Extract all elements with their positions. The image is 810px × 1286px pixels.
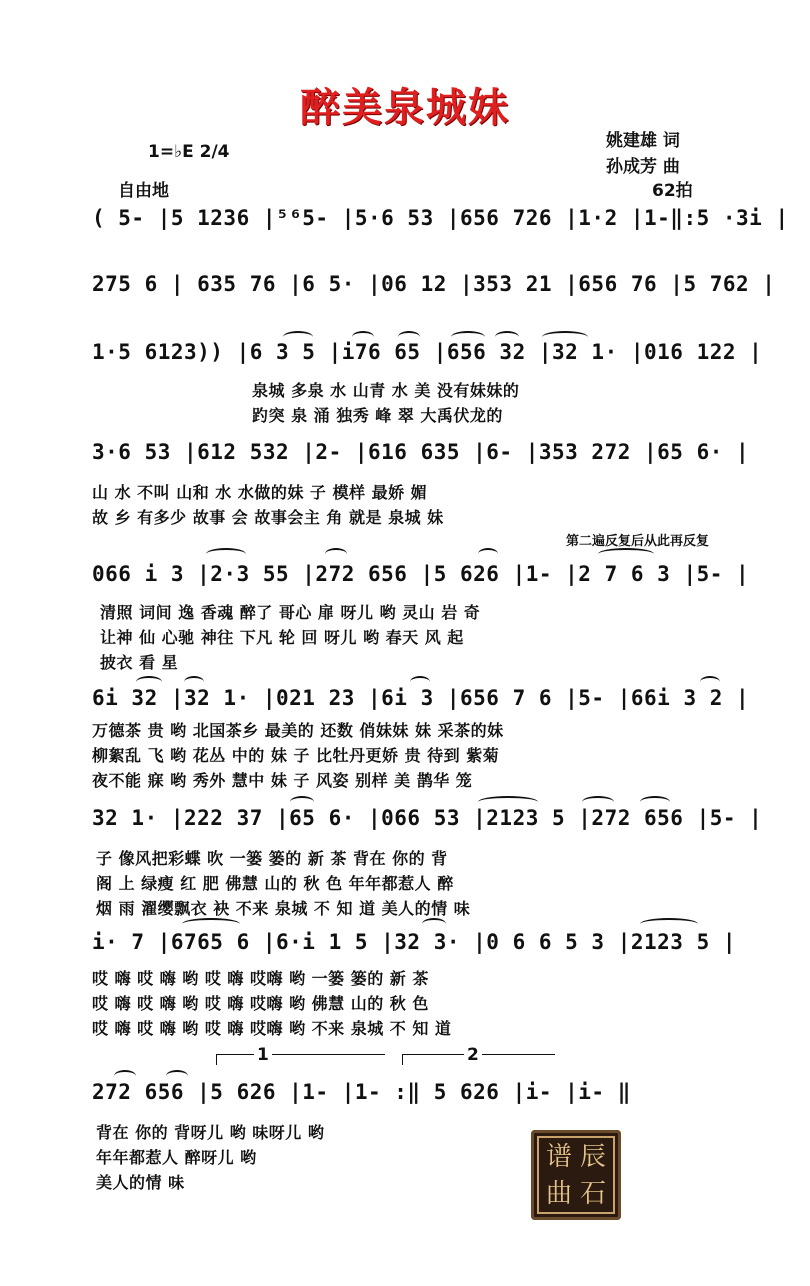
- lyric-line-6c: 夜不能 寐 哟 秀外 慧中 妹 子 风姿 别样 美 鹊华 笼: [92, 771, 473, 790]
- repeat-instruction: 第二遍反复后从此再反复: [566, 534, 710, 549]
- ending-2-label: 2: [464, 1045, 482, 1065]
- lyric-line-4a: 山 水 不叫 山和 水 水做的妹 子 模样 最娇 媚: [92, 483, 428, 502]
- lyric-line-7c: 烟 雨 濯缨飘衣 袂 不来 泉城 不 知 道 美人的情 味: [96, 899, 471, 918]
- lyricist-credit: 姚建雄 词: [606, 131, 680, 151]
- tempo-bpm: 62拍: [652, 181, 693, 201]
- tempo-marking: 自由地: [118, 181, 169, 201]
- score-line-2: 275 6 | 635 76 |6 5· |06 12 |353 21 |656 76 |5 762 |: [92, 272, 776, 296]
- lyric-line-8c: 哎 嗨 哎 嗨 哟 哎 嗨 哎嗨 哟 不来 泉城 不 知 道: [92, 1019, 452, 1038]
- score-line-6: 6i 32 |32 1· |021 23 |6i 3 |656 7 6 |5- |66i 3 2 |: [92, 686, 750, 710]
- lyric-line-3a: 泉城 多泉 水 山青 水 美 没有妹妹的: [252, 381, 520, 400]
- song-title: 醉美泉城妹: [300, 85, 510, 131]
- lyric-line-8a: 哎 嗨 哎 嗨 哟 哎 嗨 哎嗨 哟 一篓 篓的 新 茶: [92, 969, 429, 988]
- seal-char-3: 曲: [545, 1178, 572, 1209]
- lyric-line-5c: 披衣 看 星: [100, 653, 179, 672]
- lyric-line-8b: 哎 嗨 哎 嗨 哟 哎 嗨 哎嗨 哟 佛慧 山的 秋 色: [92, 994, 429, 1013]
- lyric-line-7a: 子 像风把彩蝶 吹 一篓 篓的 新 茶 背在 你的 背: [96, 849, 448, 868]
- score-line-5: 066 i 3 |2·3 55 |272 656 |5 626 |1- |2 7 6 3 |5- |: [92, 562, 750, 586]
- score-line-1: ( 5- |5 1236 |⁵⁶5- |5·6 53 |656 726 |1·2 |1-‖:5 ·3i |: [92, 206, 789, 230]
- composer-credit: 孙成芳 曲: [606, 157, 680, 177]
- score-line-7: 32 1· |222 37 |65 6· |066 53 |2123 5 |272 656 |5- |: [92, 806, 763, 830]
- lyric-line-6a: 万德茶 贵 哟 北国茶乡 最美的 还数 俏妹妹 妹 采茶的妹: [92, 721, 504, 740]
- seal-char-4: 石: [579, 1178, 606, 1209]
- lyric-line-9a: 背在 你的 背呀儿 哟 味呀儿 哟: [96, 1123, 325, 1142]
- key-signature: 1=♭E 2/4: [148, 142, 230, 162]
- seal-stamp: [531, 1130, 621, 1220]
- lyric-line-9c: 美人的情 味: [96, 1173, 185, 1192]
- lyric-line-9b: 年年都惹人 醉呀儿 哟: [96, 1148, 257, 1167]
- score-line-4: 3·6 53 |612 532 |2- |616 635 |6- |353 272 |65 6· |: [92, 440, 750, 464]
- score-line-8: i· 7 |6765 6 |6·i 1 5 |32 3· |0 6 6 5 3 |2123 5 |: [92, 930, 737, 954]
- lyric-line-5b: 让神 仙 心驰 神往 下凡 轮 回 呀儿 哟 春天 风 起: [100, 628, 464, 647]
- lyric-line-6b: 柳絮乱 飞 哟 花丛 中的 妹 子 比牡丹更娇 贵 待到 紫菊: [92, 746, 500, 765]
- lyric-line-7b: 阁 上 绿瘦 红 肥 佛慧 山的 秋 色 年年都惹人 醉: [96, 874, 454, 893]
- score-line-3: 1·5 6123)) |6 3 5 |i76 65 |656 32 |32 1· |016 122 |: [92, 340, 763, 364]
- seal-char-1: 谱: [545, 1141, 572, 1172]
- score-line-9: 272 656 |5 626 |1- |1- :‖ 5 626 |i- |i- ‖: [92, 1080, 631, 1104]
- lyric-line-5a: 清照 词间 逸 香魂 醉了 哥心 扉 呀儿 哟 灵山 岩 奇: [100, 603, 481, 622]
- seal-char-2: 辰: [579, 1141, 606, 1172]
- lyric-line-3b: 趵突 泉 涌 独秀 峰 翠 大禹伏龙的: [252, 406, 503, 425]
- ending-1-label: 1: [254, 1045, 272, 1065]
- lyric-line-4b: 故 乡 有多少 故事 会 故事会主 角 就是 泉城 妹: [92, 508, 444, 527]
